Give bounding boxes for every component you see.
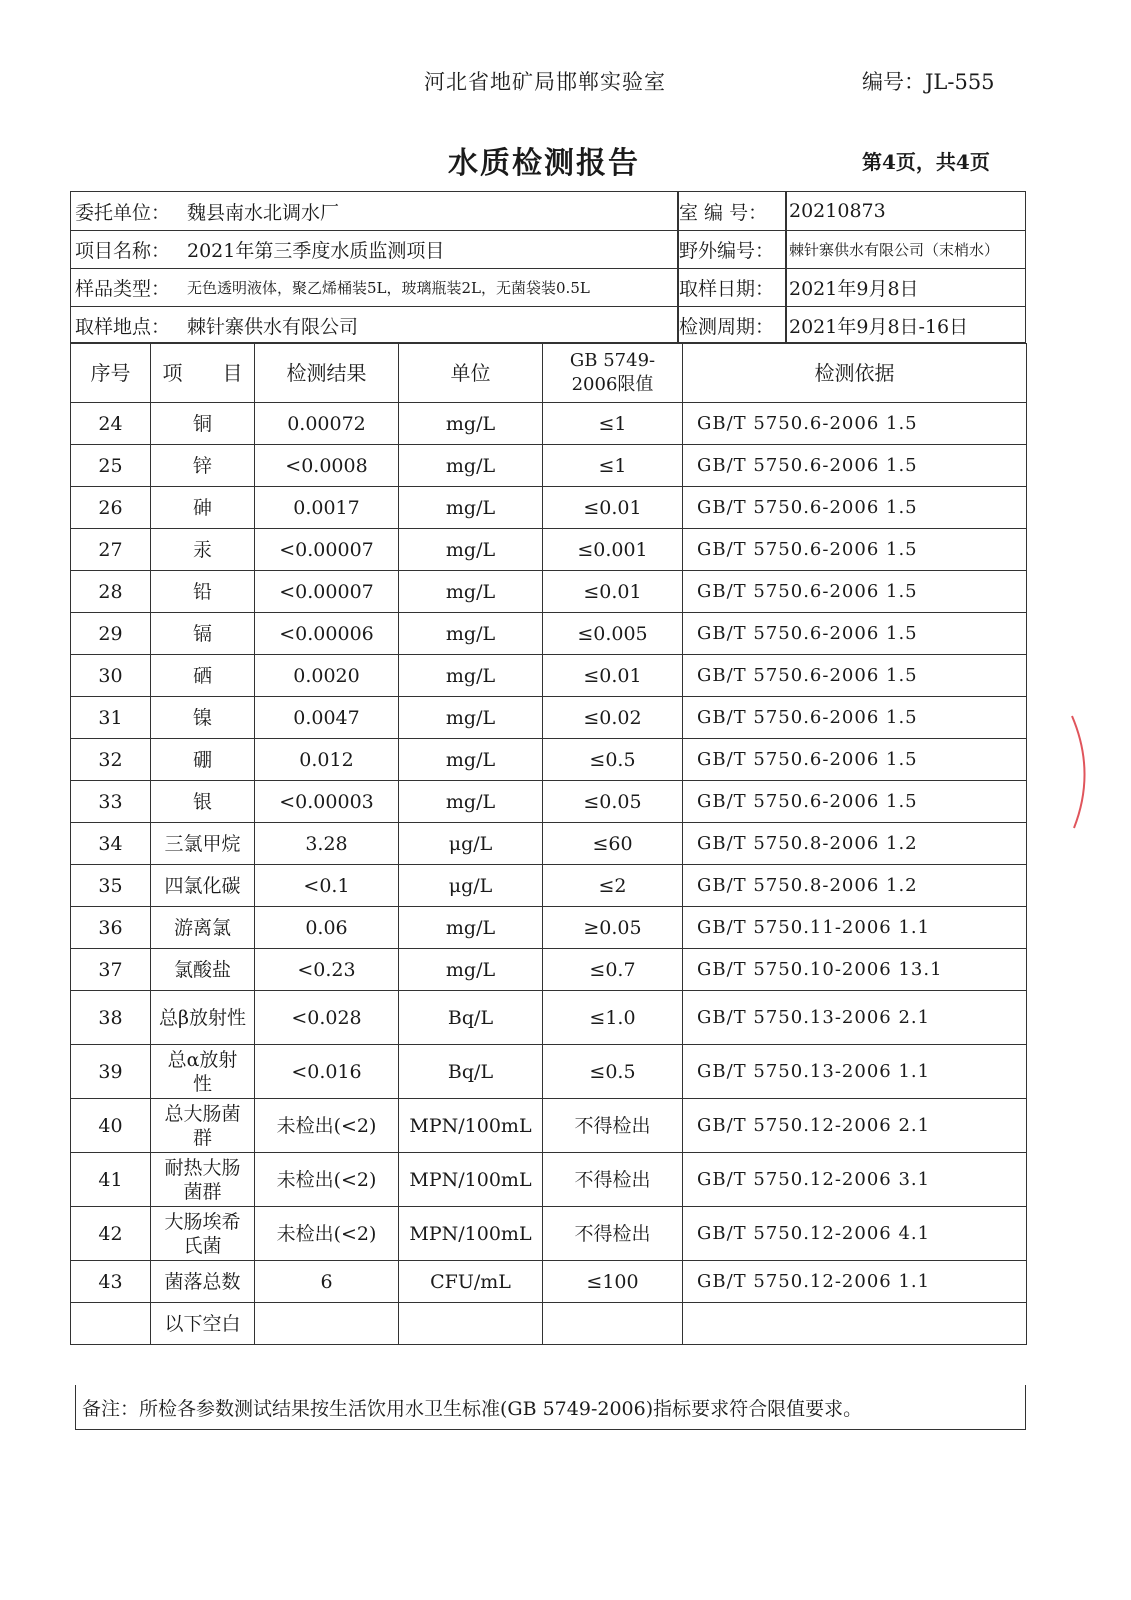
cell-result: 0.00072 bbox=[255, 403, 399, 445]
cell-no: 26 bbox=[71, 487, 151, 529]
empty-cell bbox=[683, 1303, 1027, 1345]
cell-item: 游离氯 bbox=[151, 907, 255, 949]
cell-item: 锌 bbox=[151, 445, 255, 487]
red-stamp-fragment bbox=[1068, 712, 1098, 832]
header-result: 检测结果 bbox=[255, 344, 399, 403]
field-no-label: 野外编号： bbox=[679, 239, 775, 262]
cell-basis: GB/T 5750.8-2006 1.2 bbox=[683, 865, 1027, 907]
sample-type-label: 样品类型： bbox=[75, 277, 171, 300]
cell-item: 汞 bbox=[151, 529, 255, 571]
table-row bbox=[71, 487, 1027, 529]
table-row bbox=[71, 655, 1027, 697]
cell-item: 银 bbox=[151, 781, 255, 823]
table-row bbox=[71, 781, 1027, 823]
cell-item: 大肠埃希氏菌 bbox=[151, 1207, 255, 1261]
table-row bbox=[71, 403, 1027, 445]
cell-limit: ≥0.05 bbox=[543, 907, 683, 949]
cell-result: 0.012 bbox=[255, 739, 399, 781]
cell-result: <0.00007 bbox=[255, 571, 399, 613]
table-row bbox=[71, 739, 1027, 781]
client-label: 委托单位： bbox=[75, 201, 171, 224]
cell-result: <0.028 bbox=[255, 991, 399, 1045]
header-basis: 检测依据 bbox=[683, 344, 1027, 403]
cell-unit: CFU/mL bbox=[399, 1261, 543, 1303]
cell-result: <0.23 bbox=[255, 949, 399, 991]
results-table bbox=[70, 343, 1027, 1345]
cell-result: 0.0047 bbox=[255, 697, 399, 739]
cell-result: <0.00003 bbox=[255, 781, 399, 823]
table-row bbox=[71, 907, 1027, 949]
cell-no: 31 bbox=[71, 697, 151, 739]
location-value: 棘针寨供水有限公司 bbox=[187, 315, 359, 338]
cell-limit: ≤0.5 bbox=[543, 1045, 683, 1099]
cell-result: <0.00007 bbox=[255, 529, 399, 571]
cell-item: 三氯甲烷 bbox=[151, 823, 255, 865]
cell-item: 总β放射性 bbox=[151, 991, 255, 1045]
lab-no-label: 室 编 号： bbox=[679, 201, 768, 224]
cell-unit: MPN/100mL bbox=[399, 1207, 543, 1261]
cell-no: 38 bbox=[71, 991, 151, 1045]
cell-basis: GB/T 5750.12-2006 4.1 bbox=[683, 1207, 1027, 1261]
empty-cell bbox=[255, 1303, 399, 1345]
cell-limit: ≤1 bbox=[543, 403, 683, 445]
cell-unit: mg/L bbox=[399, 739, 543, 781]
header-limit: GB 5749-2006限值 bbox=[543, 344, 683, 403]
table-row bbox=[71, 445, 1027, 487]
cell-unit: mg/L bbox=[399, 445, 543, 487]
cell-basis: GB/T 5750.6-2006 1.5 bbox=[683, 445, 1027, 487]
table-row bbox=[71, 697, 1027, 739]
page-info: 第4页，共4页 bbox=[862, 150, 990, 174]
header-no: 序号 bbox=[71, 344, 151, 403]
cell-unit: mg/L bbox=[399, 655, 543, 697]
cell-unit: mg/L bbox=[399, 697, 543, 739]
cell-limit: 不得检出 bbox=[543, 1207, 683, 1261]
cell-no: 28 bbox=[71, 571, 151, 613]
cell-result: <0.0008 bbox=[255, 445, 399, 487]
cell-no: 33 bbox=[71, 781, 151, 823]
sample-type-value: 无色透明液体，聚乙烯桶装5L，玻璃瓶装2L，无菌袋装0.5L bbox=[187, 278, 590, 297]
cell-item: 硒 bbox=[151, 655, 255, 697]
cell-no: 30 bbox=[71, 655, 151, 697]
blank-row bbox=[71, 1303, 1027, 1345]
lab-no-value: 20210873 bbox=[789, 200, 886, 222]
empty-cell bbox=[399, 1303, 543, 1345]
cell-basis: GB/T 5750.6-2006 1.5 bbox=[683, 613, 1027, 655]
field-no-value: 棘针寨供水有限公司（末梢水） bbox=[789, 240, 1000, 259]
cell-basis: GB/T 5750.6-2006 1.5 bbox=[683, 403, 1027, 445]
cell-result: 3.28 bbox=[255, 823, 399, 865]
cell-unit: mg/L bbox=[399, 403, 543, 445]
cell-unit: mg/L bbox=[399, 529, 543, 571]
cell-item: 硼 bbox=[151, 739, 255, 781]
cell-unit: mg/L bbox=[399, 781, 543, 823]
cell-no: 43 bbox=[71, 1261, 151, 1303]
header-unit: 单位 bbox=[399, 344, 543, 403]
cell-limit: ≤100 bbox=[543, 1261, 683, 1303]
report-code: 编号：JL-555 bbox=[862, 70, 995, 94]
cell-unit: μg/L bbox=[399, 823, 543, 865]
cell-result: 未检出(<2) bbox=[255, 1099, 399, 1153]
cell-basis: GB/T 5750.6-2006 1.5 bbox=[683, 781, 1027, 823]
cell-basis: GB/T 5750.13-2006 1.1 bbox=[683, 1045, 1027, 1099]
table-row bbox=[71, 1045, 1027, 1099]
cell-unit: Bq/L bbox=[399, 991, 543, 1045]
cell-basis: GB/T 5750.6-2006 1.5 bbox=[683, 739, 1027, 781]
cell-unit: mg/L bbox=[399, 949, 543, 991]
cell-basis: GB/T 5750.8-2006 1.2 bbox=[683, 823, 1027, 865]
table-row bbox=[71, 1099, 1027, 1153]
cell-limit: ≤0.001 bbox=[543, 529, 683, 571]
table-row bbox=[71, 949, 1027, 991]
table-row bbox=[71, 1261, 1027, 1303]
table-row bbox=[71, 1153, 1027, 1207]
cell-result: 0.0020 bbox=[255, 655, 399, 697]
cell-no: 42 bbox=[71, 1207, 151, 1261]
cell-limit: ≤0.01 bbox=[543, 487, 683, 529]
project-value: 2021年第三季度水质监测项目 bbox=[187, 239, 445, 262]
cell-limit: 不得检出 bbox=[543, 1099, 683, 1153]
cell-item: 耐热大肠菌群 bbox=[151, 1153, 255, 1207]
table-row bbox=[71, 571, 1027, 613]
table-row bbox=[71, 1207, 1027, 1261]
cell-result: 未检出(<2) bbox=[255, 1153, 399, 1207]
table-row bbox=[71, 529, 1027, 571]
cell-no: 27 bbox=[71, 529, 151, 571]
cell-limit: ≤0.01 bbox=[543, 571, 683, 613]
cell-limit: 不得检出 bbox=[543, 1153, 683, 1207]
cell-basis: GB/T 5750.12-2006 3.1 bbox=[683, 1153, 1027, 1207]
cell-result: 0.0017 bbox=[255, 487, 399, 529]
client-value: 魏县南水北调水厂 bbox=[187, 201, 340, 224]
cell-limit: ≤0.7 bbox=[543, 949, 683, 991]
cell-result: 0.06 bbox=[255, 907, 399, 949]
cell-unit: mg/L bbox=[399, 907, 543, 949]
cell-unit: MPN/100mL bbox=[399, 1153, 543, 1207]
sample-date-label: 取样日期： bbox=[679, 277, 775, 300]
cell-basis: GB/T 5750.6-2006 1.5 bbox=[683, 655, 1027, 697]
empty-cell bbox=[543, 1303, 683, 1345]
cell-no: 25 bbox=[71, 445, 151, 487]
cell-limit: ≤0.02 bbox=[543, 697, 683, 739]
info-block bbox=[70, 191, 1026, 343]
cell-item: 菌落总数 bbox=[151, 1261, 255, 1303]
project-label: 项目名称： bbox=[75, 239, 171, 262]
sample-date-value: 2021年9月8日 bbox=[789, 277, 919, 300]
remark: 备注：所检各参数测试结果按生活饮用水卫生标准(GB 5749-2006)指标要求符合限值要求。 bbox=[75, 1385, 1026, 1430]
cell-no: 32 bbox=[71, 739, 151, 781]
cell-no: 24 bbox=[71, 403, 151, 445]
cell-item: 总大肠菌群 bbox=[151, 1099, 255, 1153]
report-title: 水质检测报告 bbox=[448, 146, 640, 181]
cell-item: 总α放射性 bbox=[151, 1045, 255, 1099]
cell-limit: ≤60 bbox=[543, 823, 683, 865]
cell-limit: ≤1 bbox=[543, 445, 683, 487]
cell-item: 铜 bbox=[151, 403, 255, 445]
cell-no: 39 bbox=[71, 1045, 151, 1099]
header-item: 项 目 bbox=[151, 344, 255, 403]
cell-unit: mg/L bbox=[399, 571, 543, 613]
cell-item: 镉 bbox=[151, 613, 255, 655]
cell-no: 29 bbox=[71, 613, 151, 655]
cell-no: 41 bbox=[71, 1153, 151, 1207]
table-row bbox=[71, 991, 1027, 1045]
cell-result: 6 bbox=[255, 1261, 399, 1303]
cell-unit: Bq/L bbox=[399, 1045, 543, 1099]
location-label: 取样地点： bbox=[75, 315, 171, 338]
empty-cell bbox=[71, 1303, 151, 1345]
cell-unit: mg/L bbox=[399, 613, 543, 655]
lab-name: 河北省地矿局邯郸实验室 bbox=[424, 70, 666, 94]
table-row bbox=[71, 823, 1027, 865]
cell-limit: ≤1.0 bbox=[543, 991, 683, 1045]
cell-unit: μg/L bbox=[399, 865, 543, 907]
cell-basis: GB/T 5750.6-2006 1.5 bbox=[683, 529, 1027, 571]
cell-basis: GB/T 5750.12-2006 1.1 bbox=[683, 1261, 1027, 1303]
cell-unit: mg/L bbox=[399, 487, 543, 529]
cell-result: <0.016 bbox=[255, 1045, 399, 1099]
cell-limit: ≤0.005 bbox=[543, 613, 683, 655]
cell-limit: ≤2 bbox=[543, 865, 683, 907]
cell-item: 氯酸盐 bbox=[151, 949, 255, 991]
cell-result: <0.1 bbox=[255, 865, 399, 907]
cell-basis: GB/T 5750.6-2006 1.5 bbox=[683, 487, 1027, 529]
cell-result: 未检出(<2) bbox=[255, 1207, 399, 1261]
test-period-value: 2021年9月8日-16日 bbox=[789, 315, 969, 338]
cell-no: 34 bbox=[71, 823, 151, 865]
cell-basis: GB/T 5750.10-2006 13.1 bbox=[683, 949, 1027, 991]
cell-result: <0.00006 bbox=[255, 613, 399, 655]
cell-item: 铅 bbox=[151, 571, 255, 613]
cell-item: 四氯化碳 bbox=[151, 865, 255, 907]
cell-item: 砷 bbox=[151, 487, 255, 529]
cell-unit: MPN/100mL bbox=[399, 1099, 543, 1153]
cell-no: 35 bbox=[71, 865, 151, 907]
cell-basis: GB/T 5750.13-2006 2.1 bbox=[683, 991, 1027, 1045]
cell-basis: GB/T 5750.11-2006 1.1 bbox=[683, 907, 1027, 949]
table-row bbox=[71, 613, 1027, 655]
blank-note: 以下空白 bbox=[151, 1303, 255, 1345]
cell-basis: GB/T 5750.12-2006 2.1 bbox=[683, 1099, 1027, 1153]
cell-limit: ≤0.05 bbox=[543, 781, 683, 823]
test-period-label: 检测周期： bbox=[679, 315, 775, 338]
cell-limit: ≤0.5 bbox=[543, 739, 683, 781]
cell-no: 37 bbox=[71, 949, 151, 991]
cell-basis: GB/T 5750.6-2006 1.5 bbox=[683, 697, 1027, 739]
cell-basis: GB/T 5750.6-2006 1.5 bbox=[683, 571, 1027, 613]
cell-limit: ≤0.01 bbox=[543, 655, 683, 697]
cell-item: 镍 bbox=[151, 697, 255, 739]
table-header-row bbox=[71, 344, 1027, 403]
cell-no: 40 bbox=[71, 1099, 151, 1153]
cell-no: 36 bbox=[71, 907, 151, 949]
table-row bbox=[71, 865, 1027, 907]
